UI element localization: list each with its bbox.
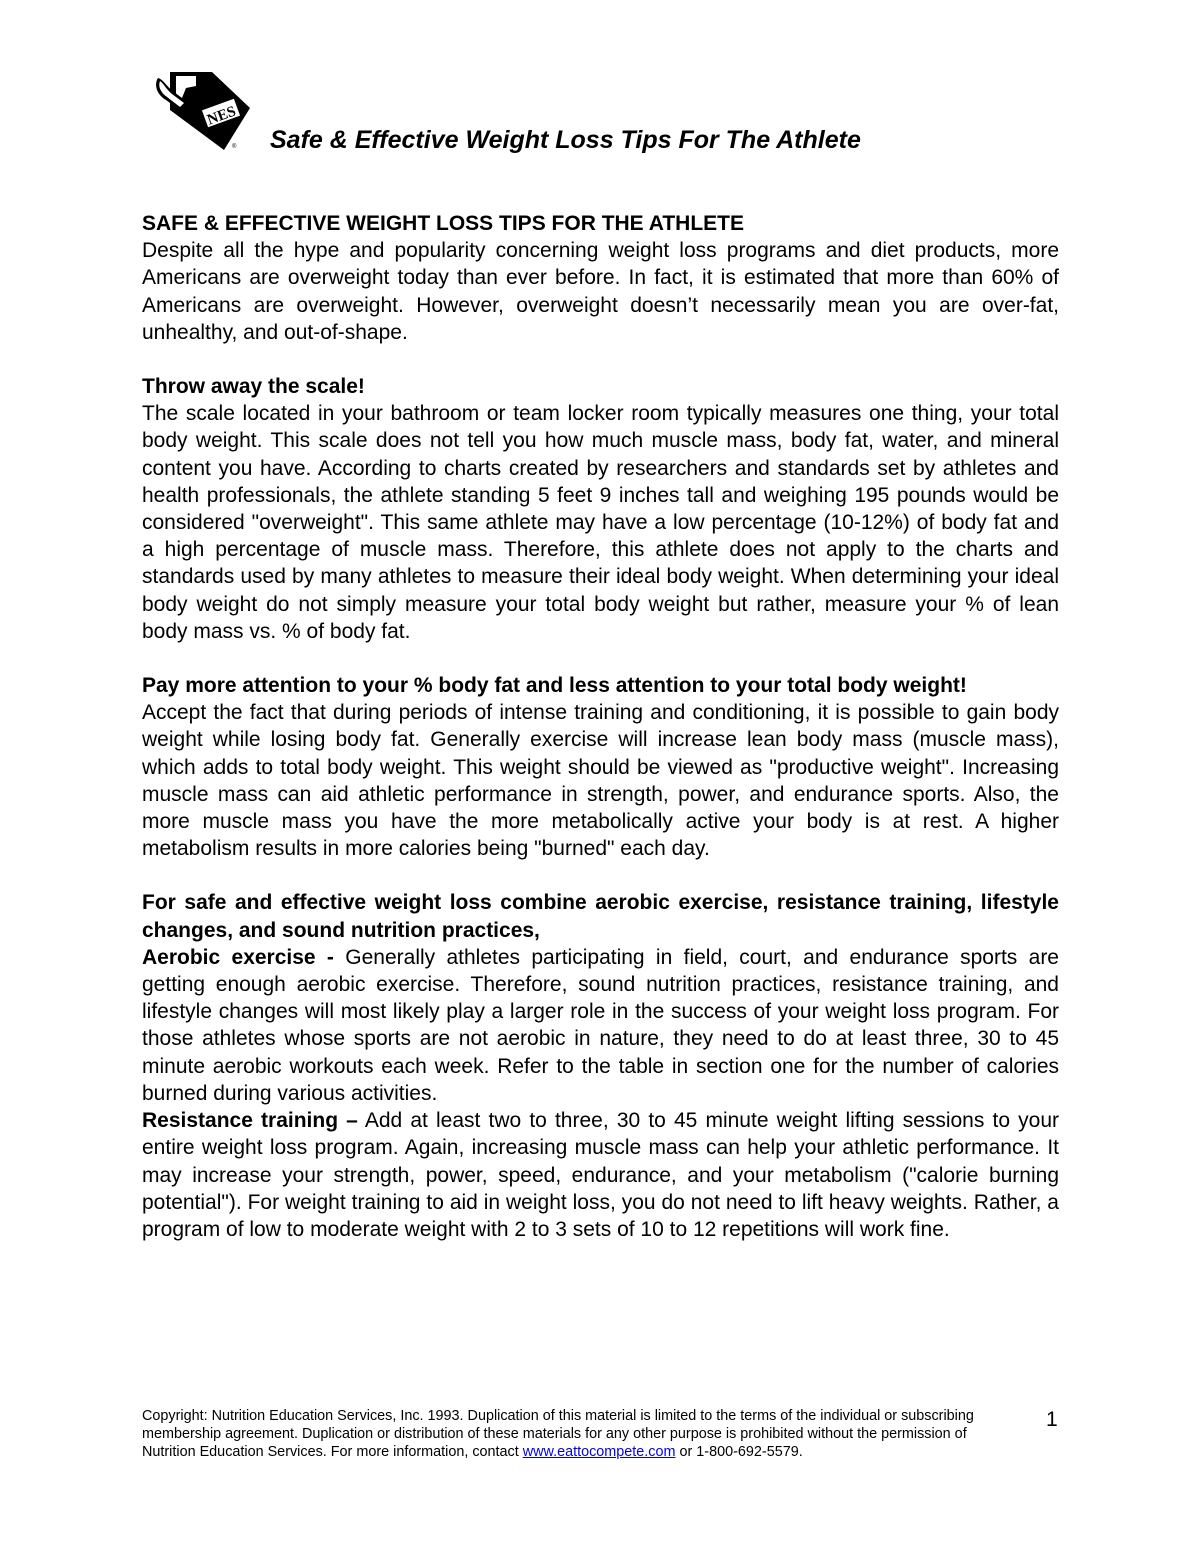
aerobic-label: Aerobic exercise -: [142, 945, 334, 969]
svg-text:®: ®: [232, 144, 237, 150]
bodyfat-paragraph: Accept the fact that during periods of intense training and conditioning, it is possible to gain body weight while losing body fat. Generally exercise will increase lean body mass (muscle mass), which adds to total body weight. This weight should be viewed as "productive weight". Increasing muscle mass can aid athletic performance in strength, power, and endurance sports. Also, the more muscle mass you have the more metabolically active your body is at rest. A higher metabolism results in more calories being "burned" each day.: [142, 701, 1059, 861]
bodyfat-heading: Pay more attention to your % body fat and less attention to your total body weight!: [142, 674, 967, 698]
resistance-paragraph: [142, 1107, 1059, 1243]
nes-logo-icon: [152, 70, 252, 152]
resistance-label: Resistance training –: [142, 1109, 358, 1133]
aerobic-text: Generally athletes participating in field, court, and endurance sports are getting enough aerobic exercise. Therefore, sound nutrition practices, resistance training, and lifestyle changes will most likely play a larger role in the success of your weight loss program. For those athletes whose sports are not aerobic in nature, they need to do at least three, 30 to 45 minute aerobic workouts each week. Refer to the table in section one for the number of calories burned during various activities.: [142, 945, 1059, 1105]
footer-text: Copyright: Nutrition Education Services, Inc. 1993. Duplication of this material is limited to the terms of the individual or subscribing membership agreement. Duplication or distribution of these materials for any other purpose is prohibited without the permission of Nutrition Education Services. For more information, contact: [142, 1408, 974, 1460]
document-title: Safe & Effective Weight Loss Tips For The Athlete: [270, 126, 861, 154]
resistance-text: Add at least two to three, 30 to 45 minute weight lifting sessions to your entire weight loss program. Again, increasing muscle mass can help your athletic performance. It may increase your strength, power, speed, endurance, and your metabolism ("calorie burning potential"). For weight training to aid in weight loss, you do not need to lift heavy weights. Rather, a program of low to moderate weight with 2 to 3 sets of 10 to 12 repetitions will work fine.: [142, 1109, 1059, 1241]
footer-copyright: [142, 1407, 1022, 1461]
scale-paragraph: The scale located in your bathroom or team locker room typically measures one thing, your total body weight. This scale does not tell you how much muscle mass, body fat, water, and mineral content you have. According to charts created by researchers and standards set by athletes and health professionals, the athlete standing 5 feet 9 inches tall and weighing 195 pounds would be considered "overweight". This same athlete may have a low percentage (10-12%) of body fat and a high percentage of muscle mass. Therefore, this athlete does not apply to the charts and standards used by many athletes to measure their ideal body weight. When determining your ideal body weight do not simply measure your total body weight but rather, measure your % of lean body mass vs. % of body fat.: [142, 402, 1059, 643]
page-number: 1: [1046, 1408, 1058, 1431]
document-body: [142, 210, 1059, 1243]
aerobic-paragraph: [142, 944, 1059, 1107]
footer-website-link[interactable]: www.eattocompete.com: [522, 1444, 676, 1460]
intro-heading: SAFE & EFFECTIVE WEIGHT LOSS TIPS FOR THE ATHLETE: [142, 212, 745, 235]
scale-heading: Throw away the scale!: [142, 375, 365, 399]
combine-heading: For safe and effective weight loss combine aerobic exercise, resistance training, lifestyle changes, and sound nutrition practices,: [142, 891, 1059, 942]
intro-paragraph: Despite all the hype and popularity concerning weight loss programs and diet products, more Americans are overweight today than ever before. In fact, it is estimated that more than 60% of Americans are overweight. However, overweight doesn’t necessarily mean you are over-fat, unhealthy, and out-of-shape.: [142, 239, 1059, 344]
footer-phone: or 1-800-692-5579.: [675, 1444, 803, 1460]
nes-logo: [152, 70, 252, 152]
logo-text: NES: [205, 103, 239, 129]
